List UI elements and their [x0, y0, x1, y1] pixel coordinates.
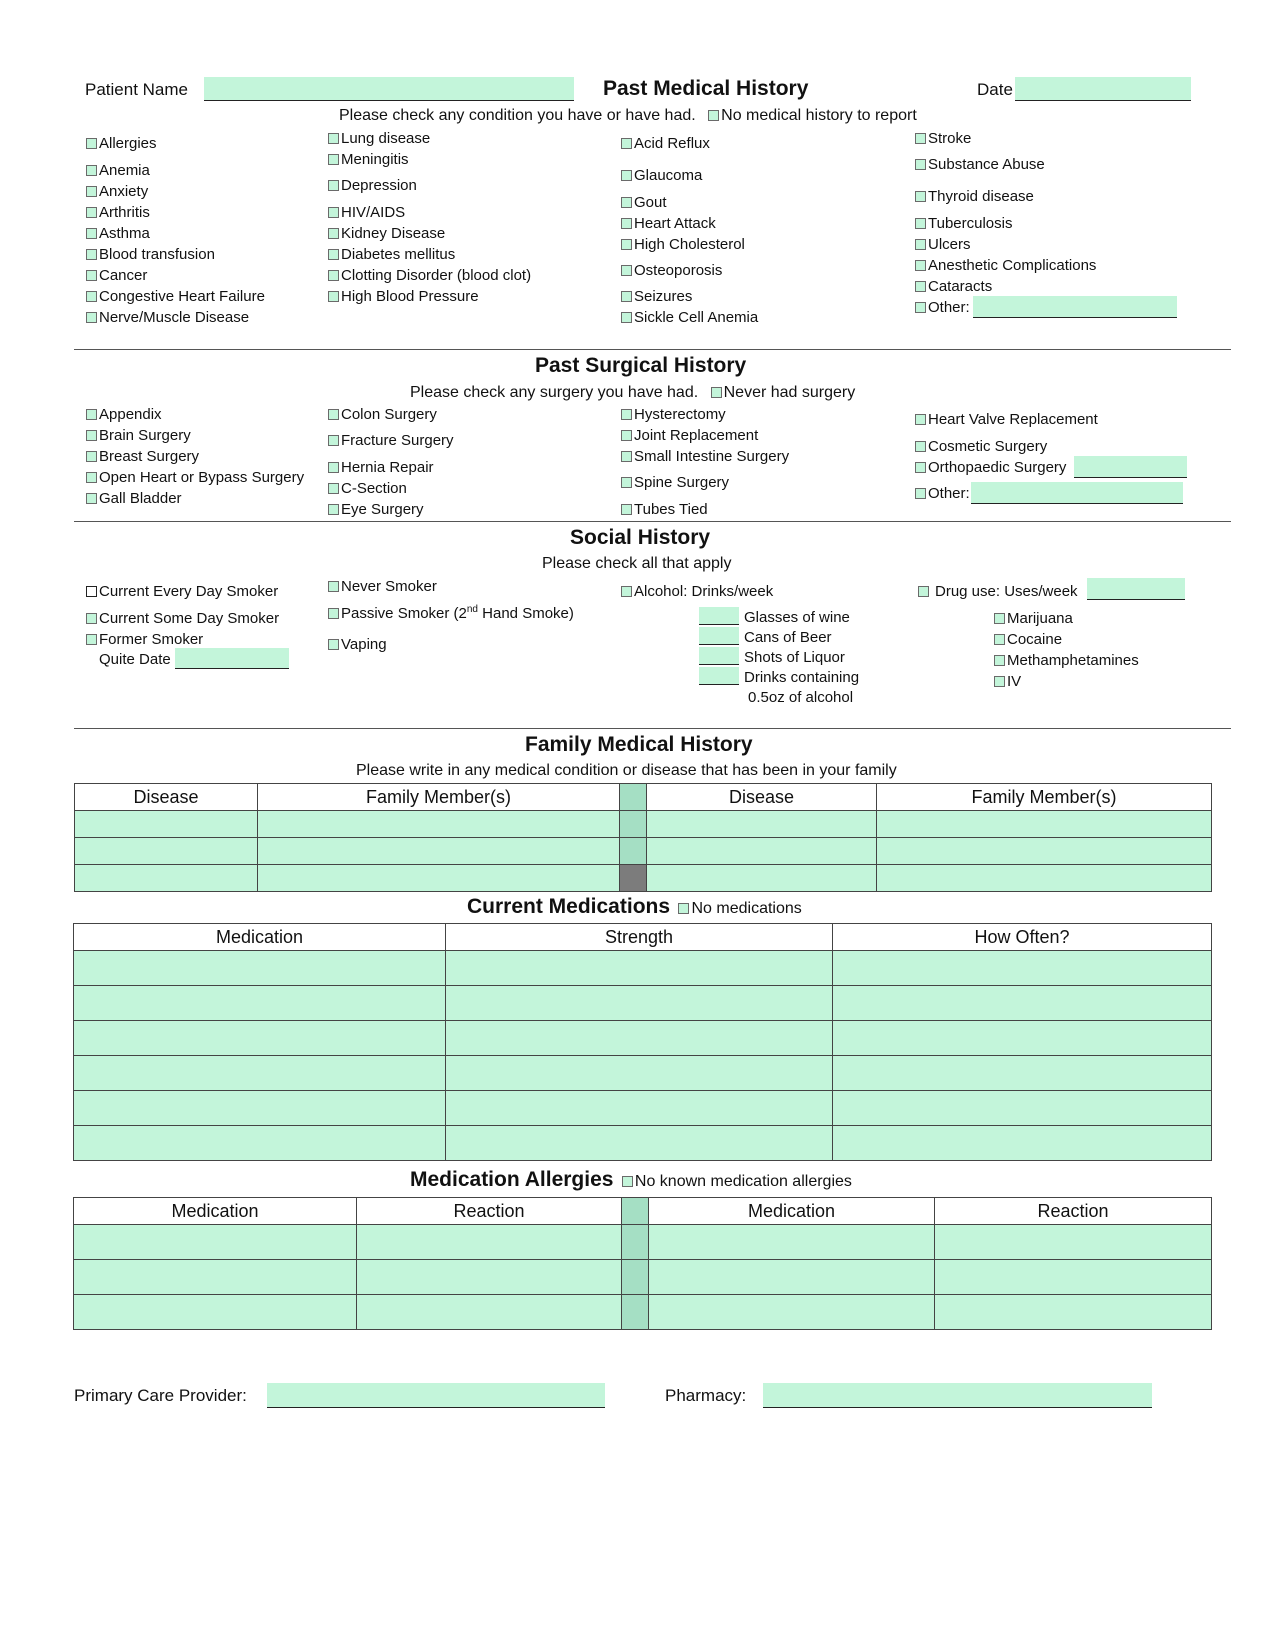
strength-cell[interactable]	[446, 1126, 833, 1161]
col-header-medication: Medication	[74, 1198, 357, 1225]
checkbox[interactable]	[328, 207, 339, 218]
checkbox[interactable]	[86, 165, 97, 176]
table-row	[74, 986, 1212, 1021]
surgery-appendix[interactable]: Appendix	[86, 406, 162, 423]
medication-cell[interactable]	[649, 1295, 935, 1330]
medication-cell[interactable]	[74, 1126, 446, 1161]
surgery-gall-bladder[interactable]: Gall Bladder	[86, 490, 182, 507]
divider	[74, 521, 1231, 522]
condition-cataracts[interactable]: Cataracts	[915, 278, 992, 295]
reaction-cell[interactable]	[357, 1225, 622, 1260]
drinks-input[interactable]	[699, 667, 739, 685]
col-header-strength: Strength	[446, 924, 833, 951]
checkbox[interactable]	[915, 281, 926, 292]
no-medications-checkbox[interactable]	[678, 903, 689, 914]
how-often-cell[interactable]	[833, 1056, 1212, 1091]
surgery-c-section[interactable]: C-Section	[328, 480, 407, 497]
condition-high-cholesterol[interactable]: High Cholesterol	[621, 236, 745, 253]
checkbox[interactable]	[621, 451, 632, 462]
surgical-title: Past Surgical History	[535, 354, 747, 377]
condition-chf[interactable]: Congestive Heart Failure	[86, 288, 265, 305]
checkbox[interactable]	[328, 133, 339, 144]
condition-tuberculosis[interactable]: Tuberculosis	[915, 215, 1012, 232]
condition-substance-abuse[interactable]: Substance Abuse	[915, 156, 1045, 173]
pcp-input[interactable]	[267, 1383, 605, 1408]
condition-kidney[interactable]: Kidney Disease	[328, 225, 445, 242]
family-table	[74, 783, 1212, 892]
checkbox[interactable]	[328, 608, 339, 619]
how-often-cell[interactable]	[833, 1021, 1212, 1056]
family-member-cell[interactable]	[877, 865, 1212, 892]
disease-cell[interactable]	[75, 838, 258, 865]
surgery-fracture[interactable]: Fracture Surgery	[328, 432, 454, 449]
medications-table	[73, 923, 1212, 1161]
smoker-passive[interactable]: Passive Smoker (2nd Hand Smoke)	[328, 604, 574, 622]
condition-meningitis[interactable]: Meningitis	[328, 151, 409, 168]
strength-cell[interactable]	[446, 1056, 833, 1091]
table-row	[74, 951, 1212, 986]
condition-asthma[interactable]: Asthma	[86, 225, 150, 242]
smoker-some-day[interactable]: Current Some Day Smoker	[86, 610, 279, 627]
table-row	[74, 1260, 1212, 1295]
smoker-never[interactable]: Never Smoker	[328, 578, 437, 595]
checkbox[interactable]	[621, 504, 632, 515]
checkbox[interactable]	[86, 270, 97, 281]
checkbox[interactable]	[86, 613, 97, 624]
checkbox[interactable]	[621, 170, 632, 181]
pharmacy-label: Pharmacy:	[665, 1386, 747, 1405]
wine-input[interactable]	[699, 607, 739, 625]
condition-hiv-aids[interactable]: HIV/AIDS	[328, 204, 405, 221]
checkbox[interactable]	[915, 302, 926, 313]
strength-cell[interactable]	[446, 1021, 833, 1056]
reaction-cell[interactable]	[935, 1295, 1212, 1330]
alcohol-note: 0.5oz of alcohol	[748, 689, 854, 706]
surgery-hernia[interactable]: Hernia Repair	[328, 459, 434, 476]
orthopaedic-input[interactable]	[1074, 456, 1187, 478]
never-surgery-label: Never had surgery	[723, 384, 856, 401]
checkbox[interactable]	[994, 613, 1005, 624]
quit-date-label: Quite Date	[99, 651, 171, 668]
medication-cell[interactable]	[74, 986, 446, 1021]
table-row	[75, 811, 1212, 838]
no-history-checkbox[interactable]	[708, 110, 719, 121]
checkbox[interactable]	[328, 435, 339, 446]
col-header-disease: Disease	[647, 784, 877, 811]
checkbox[interactable]	[621, 409, 632, 420]
disease-cell[interactable]	[75, 865, 258, 892]
strength-cell[interactable]	[446, 986, 833, 1021]
separator	[620, 865, 647, 892]
no-medications-label: No medications	[691, 900, 802, 917]
checkbox[interactable]	[915, 191, 926, 202]
checkbox[interactable]	[621, 218, 632, 229]
condition-thyroid[interactable]: Thyroid disease	[915, 188, 1034, 205]
surgery-brain[interactable]: Brain Surgery	[86, 427, 191, 444]
checkbox[interactable]	[86, 634, 97, 645]
checkbox[interactable]	[328, 409, 339, 420]
medications-heading	[467, 895, 802, 919]
how-often-cell[interactable]	[833, 951, 1212, 986]
condition-heart-attack[interactable]: Heart Attack	[621, 215, 716, 232]
table-row	[74, 1091, 1212, 1126]
condition-ulcers[interactable]: Ulcers	[915, 236, 971, 253]
no-history-label: No medical history to report	[721, 107, 917, 124]
checkbox[interactable]	[918, 586, 929, 597]
patient-name-label: Patient Name	[85, 80, 188, 99]
family-member-cell[interactable]	[258, 865, 620, 892]
drug-uses-input[interactable]	[1087, 578, 1185, 600]
quit-date-input[interactable]	[175, 648, 289, 669]
checkbox[interactable]	[86, 493, 97, 504]
condition-anemia[interactable]: Anemia	[86, 162, 150, 179]
liquor-label: Shots of Liquor	[744, 649, 845, 666]
checkbox[interactable]	[915, 218, 926, 229]
drinks-label: Drinks containing	[744, 669, 860, 686]
condition-osteoporosis[interactable]: Osteoporosis	[621, 262, 722, 279]
condition-gout[interactable]: Gout	[621, 194, 667, 211]
surgery-spine[interactable]: Spine Surgery	[621, 474, 729, 491]
separator	[622, 1225, 649, 1260]
how-often-cell[interactable]	[833, 1091, 1212, 1126]
disease-cell[interactable]	[75, 811, 258, 838]
social-title: Social History	[570, 526, 711, 549]
family-member-cell[interactable]	[258, 838, 620, 865]
checkbox[interactable]	[621, 265, 632, 276]
checkbox[interactable]	[621, 477, 632, 488]
disease-cell[interactable]	[647, 838, 877, 865]
divider	[74, 728, 1231, 729]
family-member-cell[interactable]	[877, 811, 1212, 838]
surgery-orthopaedic[interactable]: Orthopaedic Surgery	[915, 459, 1066, 476]
medication-cell[interactable]	[74, 1295, 357, 1330]
checkbox[interactable]	[621, 430, 632, 441]
separator	[620, 838, 647, 865]
condition-lung-disease[interactable]: Lung disease	[328, 130, 430, 147]
checkbox[interactable]	[328, 291, 339, 302]
drug-marijuana[interactable]: Marijuana	[994, 610, 1073, 627]
condition-high-bp[interactable]: High Blood Pressure	[328, 288, 479, 305]
medications-title: Current Medications	[467, 895, 671, 918]
condition-depression[interactable]: Depression	[328, 177, 417, 194]
condition-allergies[interactable]: Allergies	[86, 135, 157, 152]
checkbox[interactable]	[994, 634, 1005, 645]
medication-cell[interactable]	[74, 1056, 446, 1091]
medication-cell[interactable]	[74, 1091, 446, 1126]
surgery-small-intestine[interactable]: Small Intestine Surgery	[621, 448, 789, 465]
condition-clotting[interactable]: Clotting Disorder (blood clot)	[328, 267, 531, 284]
checkbox[interactable]	[328, 270, 339, 281]
condition-acid-reflux[interactable]: Acid Reflux	[621, 135, 710, 152]
checkbox[interactable]	[328, 228, 339, 239]
col-header-medication: Medication	[649, 1198, 935, 1225]
surgery-breast[interactable]: Breast Surgery	[86, 448, 199, 465]
condition-diabetes[interactable]: Diabetes mellitus	[328, 246, 455, 263]
surgery-cosmetic[interactable]: Cosmetic Surgery	[915, 438, 1047, 455]
condition-blood-transfusion[interactable]: Blood transfusion	[86, 246, 215, 263]
medical-instruction: Please check any condition you have or have had. No medical history to report	[339, 107, 917, 124]
wine-label: Glasses of wine	[744, 609, 850, 626]
condition-other-input[interactable]	[973, 296, 1177, 318]
smoker-every-day[interactable]: Current Every Day Smoker	[86, 583, 278, 600]
surgery-other-input[interactable]	[971, 482, 1183, 504]
checkbox[interactable]	[86, 207, 97, 218]
checkbox[interactable]	[86, 138, 97, 149]
separator	[622, 1198, 649, 1225]
allergies-heading	[410, 1168, 852, 1192]
checkbox[interactable]	[621, 138, 632, 149]
smoker-former[interactable]: Former Smoker	[86, 631, 203, 648]
surgery-heart-valve[interactable]: Heart Valve Replacement	[915, 411, 1098, 428]
allergies-title: Medication Allergies	[410, 1168, 614, 1191]
medication-cell[interactable]	[74, 1225, 357, 1260]
drug-iv[interactable]: IV	[994, 673, 1021, 690]
social-instruction: Please check all that apply	[542, 555, 732, 572]
table-row	[74, 1056, 1212, 1091]
checkbox[interactable]	[86, 228, 97, 239]
drug-use[interactable]: Drug use: Uses/week	[918, 583, 1078, 600]
checkbox[interactable]	[328, 581, 339, 592]
col-header-reaction: Reaction	[357, 1198, 622, 1225]
separator	[622, 1260, 649, 1295]
surgery-colon[interactable]: Colon Surgery	[328, 406, 437, 423]
divider	[74, 349, 1231, 350]
checkbox[interactable]	[328, 180, 339, 191]
checkbox[interactable]	[621, 197, 632, 208]
strength-cell[interactable]	[446, 951, 833, 986]
col-header-medication: Medication	[74, 924, 446, 951]
checkbox[interactable]	[86, 312, 97, 323]
col-header-family-member: Family Member(s)	[258, 784, 620, 811]
drug-meth[interactable]: Methamphetamines	[994, 652, 1139, 669]
medication-cell[interactable]	[649, 1260, 935, 1295]
surgery-eye[interactable]: Eye Surgery	[328, 501, 424, 518]
disease-cell[interactable]	[647, 865, 877, 892]
checkbox[interactable]	[994, 655, 1005, 666]
checkbox[interactable]	[86, 409, 97, 420]
vaping[interactable]: Vaping	[328, 636, 387, 653]
drug-cocaine[interactable]: Cocaine	[994, 631, 1062, 648]
family-member-cell[interactable]	[877, 838, 1212, 865]
allergies-table	[73, 1197, 1212, 1330]
col-header-how-often: How Often?	[833, 924, 1212, 951]
date-label: Date	[977, 80, 1013, 99]
surgery-open-heart[interactable]: Open Heart or Bypass Surgery	[86, 469, 304, 486]
table-row	[75, 865, 1212, 892]
no-allergies-label: No known medication allergies	[634, 1173, 852, 1190]
condition-nerve-muscle[interactable]: Nerve/Muscle Disease	[86, 309, 249, 326]
checkbox[interactable]	[86, 451, 97, 462]
condition-stroke[interactable]: Stroke	[915, 130, 971, 147]
checkbox[interactable]	[86, 249, 97, 260]
checkbox[interactable]	[621, 291, 632, 302]
checkbox[interactable]	[86, 430, 97, 441]
medication-cell[interactable]	[649, 1225, 935, 1260]
beer-label: Cans of Beer	[744, 629, 832, 646]
condition-anxiety[interactable]: Anxiety	[86, 183, 148, 200]
condition-cancer[interactable]: Cancer	[86, 267, 147, 284]
checkbox[interactable]	[328, 504, 339, 515]
never-surgery-checkbox[interactable]	[711, 387, 722, 398]
condition-anesthetic[interactable]: Anesthetic Complications	[915, 257, 1096, 274]
table-row	[74, 1295, 1212, 1330]
checkbox[interactable]	[328, 154, 339, 165]
checkbox[interactable]	[621, 239, 632, 250]
surgery-other[interactable]: Other:	[915, 485, 970, 502]
date-input[interactable]	[1015, 77, 1191, 101]
checkbox[interactable]	[328, 639, 339, 650]
checkbox[interactable]	[915, 441, 926, 452]
reaction-cell[interactable]	[935, 1260, 1212, 1295]
reaction-cell[interactable]	[935, 1225, 1212, 1260]
no-allergies-checkbox[interactable]	[622, 1176, 633, 1187]
separator	[620, 811, 647, 838]
col-header-disease: Disease	[75, 784, 258, 811]
strength-cell[interactable]	[446, 1091, 833, 1126]
condition-other[interactable]: Other:	[915, 299, 970, 316]
checkbox[interactable]	[86, 586, 97, 597]
col-header-family-member: Family Member(s)	[877, 784, 1212, 811]
medication-cell[interactable]	[74, 1021, 446, 1056]
medication-cell[interactable]	[74, 1260, 357, 1295]
checkbox[interactable]	[915, 239, 926, 250]
patient-name-input[interactable]	[204, 77, 574, 101]
surgery-hysterectomy[interactable]: Hysterectomy	[621, 406, 726, 423]
table-row	[74, 1021, 1212, 1056]
checkbox[interactable]	[915, 488, 926, 499]
surgery-tubes-tied[interactable]: Tubes Tied	[621, 501, 708, 518]
how-often-cell[interactable]	[833, 1126, 1212, 1161]
liquor-input[interactable]	[699, 647, 739, 665]
checkbox[interactable]	[915, 414, 926, 425]
checkbox[interactable]	[621, 586, 632, 597]
alcohol[interactable]: Alcohol: Drinks/week	[621, 583, 773, 600]
checkbox[interactable]	[994, 676, 1005, 687]
family-title: Family Medical History	[525, 733, 753, 756]
medication-cell[interactable]	[74, 951, 446, 986]
table-row	[74, 1126, 1212, 1161]
family-member-cell[interactable]	[258, 811, 620, 838]
checkbox[interactable]	[915, 159, 926, 170]
reaction-cell[interactable]	[357, 1295, 622, 1330]
separator	[620, 784, 647, 811]
checkbox[interactable]	[328, 462, 339, 473]
table-row	[75, 838, 1212, 865]
surgery-joint[interactable]: Joint Replacement	[621, 427, 758, 444]
condition-sickle-cell[interactable]: Sickle Cell Anemia	[621, 309, 758, 326]
checkbox[interactable]	[86, 186, 97, 197]
checkbox[interactable]	[915, 133, 926, 144]
condition-seizures[interactable]: Seizures	[621, 288, 692, 305]
checkbox[interactable]	[915, 462, 926, 473]
pcp-label: Primary Care Provider:	[74, 1386, 247, 1405]
pharmacy-input[interactable]	[763, 1383, 1152, 1408]
reaction-cell[interactable]	[357, 1260, 622, 1295]
condition-glaucoma[interactable]: Glaucoma	[621, 167, 702, 184]
col-header-reaction: Reaction	[935, 1198, 1212, 1225]
surgical-instruction: Please check any surgery you have had. Never had surgery	[410, 384, 856, 401]
condition-arthritis[interactable]: Arthritis	[86, 204, 150, 221]
checkbox[interactable]	[915, 260, 926, 271]
table-row	[74, 1225, 1212, 1260]
checkbox[interactable]	[86, 472, 97, 483]
family-instruction: Please write in any medical condition or disease that has been in your family	[356, 762, 897, 779]
disease-cell[interactable]	[647, 811, 877, 838]
checkbox[interactable]	[86, 291, 97, 302]
page-title: Past Medical History	[603, 77, 809, 100]
checkbox[interactable]	[328, 483, 339, 494]
separator	[622, 1295, 649, 1330]
checkbox[interactable]	[328, 249, 339, 260]
checkbox[interactable]	[621, 312, 632, 323]
how-often-cell[interactable]	[833, 986, 1212, 1021]
beer-input[interactable]	[699, 627, 739, 645]
